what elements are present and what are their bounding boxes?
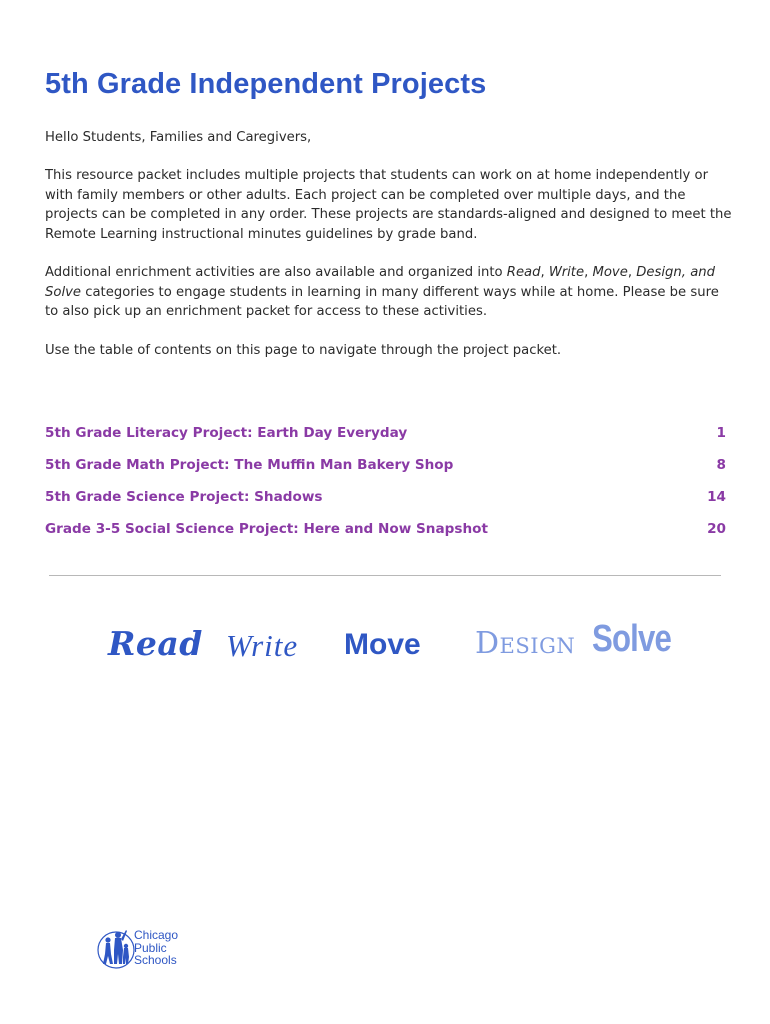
enrichment-design-logo: Design xyxy=(475,626,576,661)
separator: , xyxy=(584,265,593,280)
enrichment-solve-logo: Solve xyxy=(592,618,672,660)
navigation-paragraph-text: Use the table of contents on this page to navigate through the project packet. xyxy=(45,343,562,358)
logo-line: Chicago xyxy=(134,928,179,942)
enrichment-write-logo: Write xyxy=(226,628,299,663)
enrichment-paragraph-text xyxy=(45,263,735,322)
enrichment-lead: Additional enrichment activities are also available and organized into xyxy=(45,265,507,280)
logo-line: Schools xyxy=(134,953,177,967)
enrichment-read-word: Read xyxy=(506,265,541,280)
enrichment-read-logo: Read xyxy=(108,624,203,663)
logo-line: Public xyxy=(134,940,167,955)
separator: , xyxy=(540,265,549,280)
toc-item-social-science[interactable] xyxy=(45,521,726,553)
enrichment-move-word: Move xyxy=(592,265,628,280)
toc-item-page: 8 xyxy=(716,457,726,473)
navigation-paragraph xyxy=(45,341,735,361)
toc-item-page: 14 xyxy=(707,489,726,505)
enrichment-write-word: Write xyxy=(548,265,585,280)
toc-item-label: 5th Grade Science Project: Shadows xyxy=(45,489,323,505)
toc-item-page: 20 xyxy=(707,521,726,537)
enrichment-solve-word: and Solve xyxy=(45,265,715,300)
page-title: 5th Grade Independent Projects xyxy=(45,68,487,100)
intro-paragraph xyxy=(45,166,735,244)
toc-item-science[interactable] xyxy=(45,489,726,521)
toc-item-label: 5th Grade Math Project: The Muffin Man Bakery Shop xyxy=(45,457,454,473)
table-of-contents xyxy=(45,425,726,553)
greeting-line: Hello Students, Families and Caregivers, xyxy=(45,130,312,145)
intro-paragraph-text: This resource packet includes multiple projects that students can work on at home independently or with family members or other adults. Each project can be completed over multiple days, and the projects can be completed in any order. These projects are standards-aligned and designed to meet the Remote Learning instructional minutes guidelines by grade band. xyxy=(45,168,732,242)
separator: , xyxy=(627,265,637,280)
enrichment-move-logo: Move xyxy=(344,628,421,661)
enrichment-design-word: Design, xyxy=(636,265,686,280)
greeting-text xyxy=(45,128,735,148)
enrichment-paragraph xyxy=(45,263,735,322)
cps-logo xyxy=(96,924,216,974)
toc-item-page: 1 xyxy=(716,425,726,441)
toc-item-label: Grade 3-5 Social Science Project: Here and Now Snapshot xyxy=(45,521,488,537)
toc-item-label: 5th Grade Literacy Project: Earth Day Everyday xyxy=(45,425,408,441)
cps-figures-icon xyxy=(96,924,136,972)
enrichment-tail: categories to engage students in learning in many different ways while at home. Please be sure to also pick up an enrichment packet for access to these activities. xyxy=(45,284,719,320)
toc-item-literacy[interactable] xyxy=(45,425,726,457)
section-divider xyxy=(49,575,721,576)
toc-item-math[interactable] xyxy=(45,457,726,489)
cps-logo-text xyxy=(134,929,178,967)
